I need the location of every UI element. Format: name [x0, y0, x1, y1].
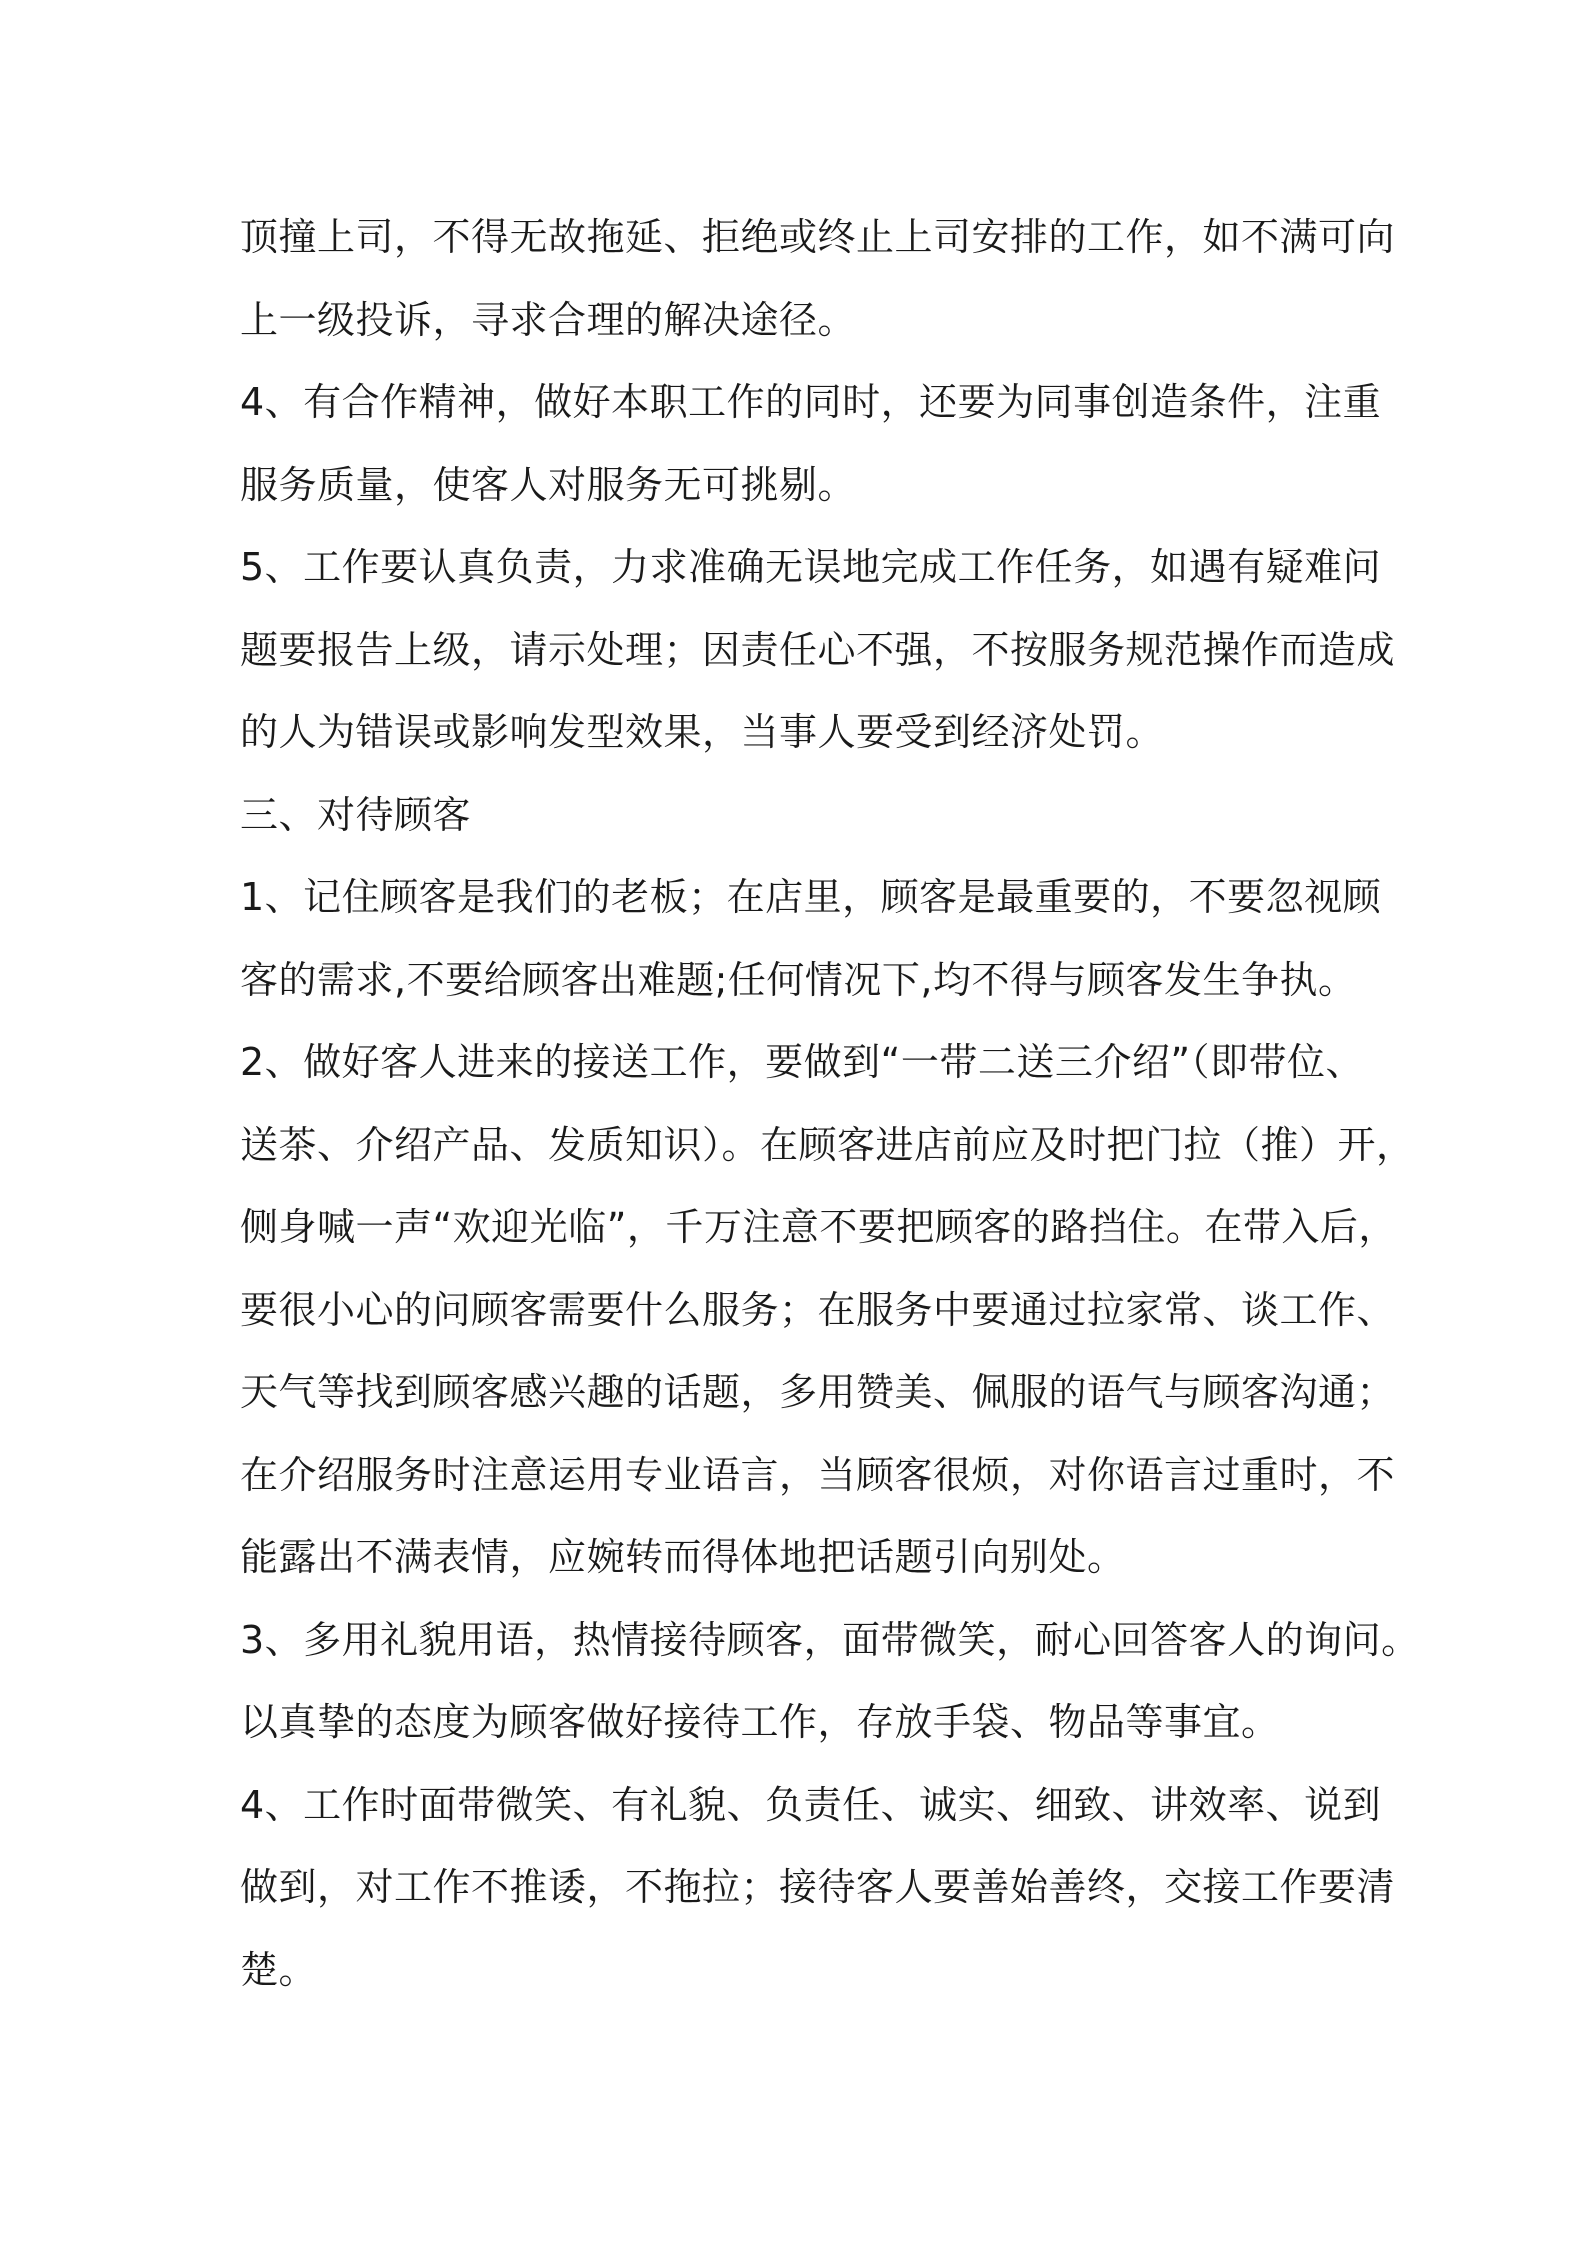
- section-heading: 三、对待顾客: [240, 792, 472, 837]
- text-line: 4、有合作精神，做好本职工作的同时，还要为同事创造条件，注重: [240, 380, 1382, 424]
- text-line: 客的需求,不要给顾客出难题;任何情况下,均不得与顾客发生争执。: [240, 957, 1357, 1002]
- text-line: 天气等找到顾客感兴趣的话题，多用赞美、佩服的语气与顾客沟通；: [240, 1370, 1396, 1414]
- text-line: 4、工作时面带微笑、有礼貌、负责任、诚实、细致、讲效率、说到: [240, 1782, 1382, 1827]
- text-line: 题要报告上级，请示处理；因责任心不强，不按服务规范操作而造成: [240, 627, 1396, 672]
- text-line: 在介绍服务时注意运用专业语言，当顾客很烦，对你语言过重时，不: [240, 1452, 1396, 1497]
- text-line: 3、多用礼貌用语，热情接待顾客，面带微笑，耐心回答客人的询问。: [240, 1617, 1420, 1662]
- text-line: 送茶、介绍产品、发质知识）。在顾客进店前应及时把门拉（推）开，: [240, 1122, 1415, 1167]
- text-line: 以真挚的态度为顾客做好接待工作，存放手袋、物品等事宜。: [240, 1700, 1280, 1744]
- text-line: 的人为错误或影响发型效果，当事人要受到经济处罚。: [240, 710, 1165, 754]
- text-line: 要很小心的问顾客需要什么服务；在服务中要通过拉家常、谈工作、: [240, 1287, 1396, 1332]
- text-line: 5、工作要认真负责，力求准确无误地完成工作任务，如遇有疑难问: [240, 545, 1382, 589]
- text-line: 能露出不满表情，应婉转而得体地把话题引向别处。: [240, 1535, 1126, 1579]
- text-line: 1、记住顾客是我们的老板；在店里，顾客是最重要的，不要忽视顾: [240, 875, 1382, 919]
- text-line: 侧身喊一声“欢迎光临”，千万注意不要把顾客的路挡住。在带入后，: [240, 1205, 1397, 1249]
- text-line: 服务质量，使客人对服务无可挑剔。: [240, 462, 857, 507]
- text-line: 楚。: [240, 1947, 318, 1992]
- text-line: 做到，对工作不推诿，不拖拉；接待客人要善始善终，交接工作要清: [240, 1865, 1396, 1909]
- text-line: 2、做好客人进来的接送工作，要做到“一带二送三介绍”（即带位、: [240, 1040, 1365, 1084]
- text-line: 上一级投诉，寻求合理的解决途径。: [240, 297, 857, 342]
- document-body: [240, 196, 1420, 2011]
- text-line: 顶撞上司，不得无故拖延、拒绝或终止上司安排的工作，如不满可向: [240, 215, 1396, 259]
